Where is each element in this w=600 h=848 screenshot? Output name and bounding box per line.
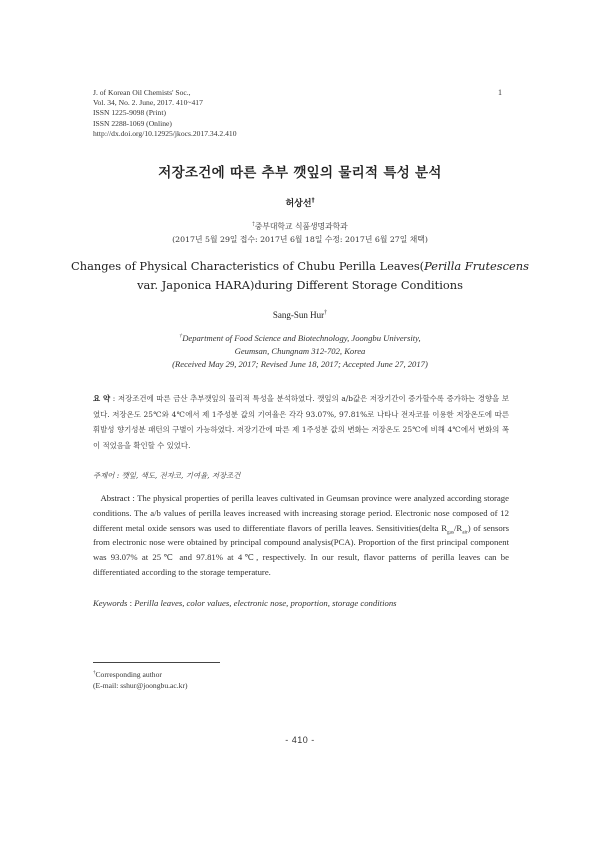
- english-title-italic: Perilla Frutescens: [424, 259, 529, 273]
- english-abstract-separator: :: [129, 493, 138, 503]
- footer-page-number: - 410 -: [285, 735, 315, 745]
- footnote-mark: †: [93, 670, 96, 676]
- footnote-email: (E-mail: sshur@joongbu.ac.kr): [93, 681, 188, 690]
- journal-issn-print: ISSN 1225-9098 (Print): [93, 108, 166, 118]
- journal-doi: http://dx.doi.org/10.12925/jkocs.2017.34.2.410: [93, 128, 237, 138]
- english-title: [60, 257, 540, 295]
- english-affiliation: [0, 332, 600, 371]
- english-keywords-label: Keywords: [93, 598, 128, 608]
- english-abstract: [93, 491, 509, 580]
- korean-affiliation-text: 중부대학교 식품생명과학과: [254, 222, 348, 231]
- page-number: 1: [498, 88, 502, 97]
- korean-keywords: [93, 470, 509, 481]
- korean-affiliation: [0, 221, 600, 232]
- english-keywords-items: Perilla leaves, color values, electronic nose, proportion, storage conditions: [134, 598, 397, 608]
- korean-dates: (2017년 5월 29일 접수: 2017년 6월 18일 수정: 2017년 6월 27일 채택): [172, 235, 428, 244]
- korean-abstract-text: 저장조건에 따른 금산 추부깻잎의 물리적 특성을 분석하였다. 깻잎의 a/b값은 저장기간이 증가할수록 증가하는 경향을 보였다. 저장온도 25℃와 4℃에서 제 1주성분 값의 기여율은 각각 93.07%, 97.81%로 나타나 전자코를 이용한 저장온도에 따른 휘발성 향기성분 패턴의 구별이 가능하였다. 저장기간에 따른 제 1주성분 값의 변화는 저장온도 25℃에 비해 4℃에서 변화의 폭이 적었음을 확인할 수 있었다.: [93, 394, 509, 450]
- korean-affiliation-mark: †: [252, 221, 255, 228]
- korean-title: 저장조건에 따른 추부 깻잎의 물리적 특성 분석: [158, 165, 442, 181]
- journal-issn-online: ISSN 2288-1069 (Online): [93, 118, 172, 128]
- korean-abstract: [93, 391, 509, 453]
- english-author: [0, 310, 600, 320]
- korean-keywords-items: 깻잎, 색도, 전자코, 기여율, 저장조건: [121, 471, 241, 480]
- english-title-part1: Changes of Physical Characteristics of Chubu Perilla Leaves(: [71, 259, 425, 273]
- journal-volume: Vol. 34, No. 2. June, 2017. 410~417: [93, 98, 203, 108]
- korean-keywords-separator: :: [114, 471, 122, 480]
- english-author-mark: †: [324, 310, 328, 316]
- korean-author: [0, 196, 600, 209]
- english-abstract-label: Abstract: [100, 493, 130, 503]
- english-abstract-slash: /R: [453, 522, 463, 533]
- korean-author-name: 허상선: [285, 199, 312, 209]
- korean-author-mark: †: [311, 198, 315, 204]
- english-author-name: Sang-Sun Hur: [272, 310, 325, 320]
- english-keywords-separator: :: [127, 598, 135, 608]
- korean-keywords-label: 주제어: [93, 471, 115, 480]
- footnote: [93, 669, 188, 691]
- english-affiliation-line1: Department of Food Science and Biotechnology, Joongbu University,: [182, 333, 421, 343]
- english-dates: (Received May 29, 2017; Revised June 18, 2017; Accepted June 27, 2017): [172, 359, 428, 369]
- subscript-gas: gas: [447, 529, 454, 536]
- footnote-corresponding: Corresponding author: [95, 670, 162, 679]
- english-affiliation-mark: †: [179, 333, 183, 340]
- english-affiliation-line2: Geumsan, Chungnam 312-702, Korea: [234, 346, 366, 356]
- english-title-part2: var. Japonica HARA)during Different Storage Conditions: [137, 278, 463, 292]
- english-abstract-text-b: ) of sensors from electronic nose were obtained by principal compound analysis(PCA). Proportion of the first principal component was 93.07% at 25℃ and 97.81% at 4℃, respectively. In our result, flavor patterns of perilla leaves can be differentiated according to the storage temperature.: [93, 522, 509, 577]
- korean-abstract-label: 요 약: [93, 394, 111, 403]
- journal-info: [93, 88, 237, 139]
- subscript-air: air: [462, 529, 468, 536]
- korean-abstract-separator: :: [110, 394, 118, 403]
- english-abstract-text-a: The physical properties of perilla leaves cultivated in Geumsan province were analyzed according storage conditions. The a/b values of perilla leaves increased with increasing storage period. Electronic nose composed of 12 different metal oxide sensors was used to differentiate flavors of perilla leaves. Sensitivities(delta R: [93, 493, 509, 533]
- journal-name: J. of Korean Oil Chemists' Soc.,: [93, 88, 191, 97]
- english-keywords: [93, 598, 509, 608]
- footnote-divider: [93, 662, 220, 663]
